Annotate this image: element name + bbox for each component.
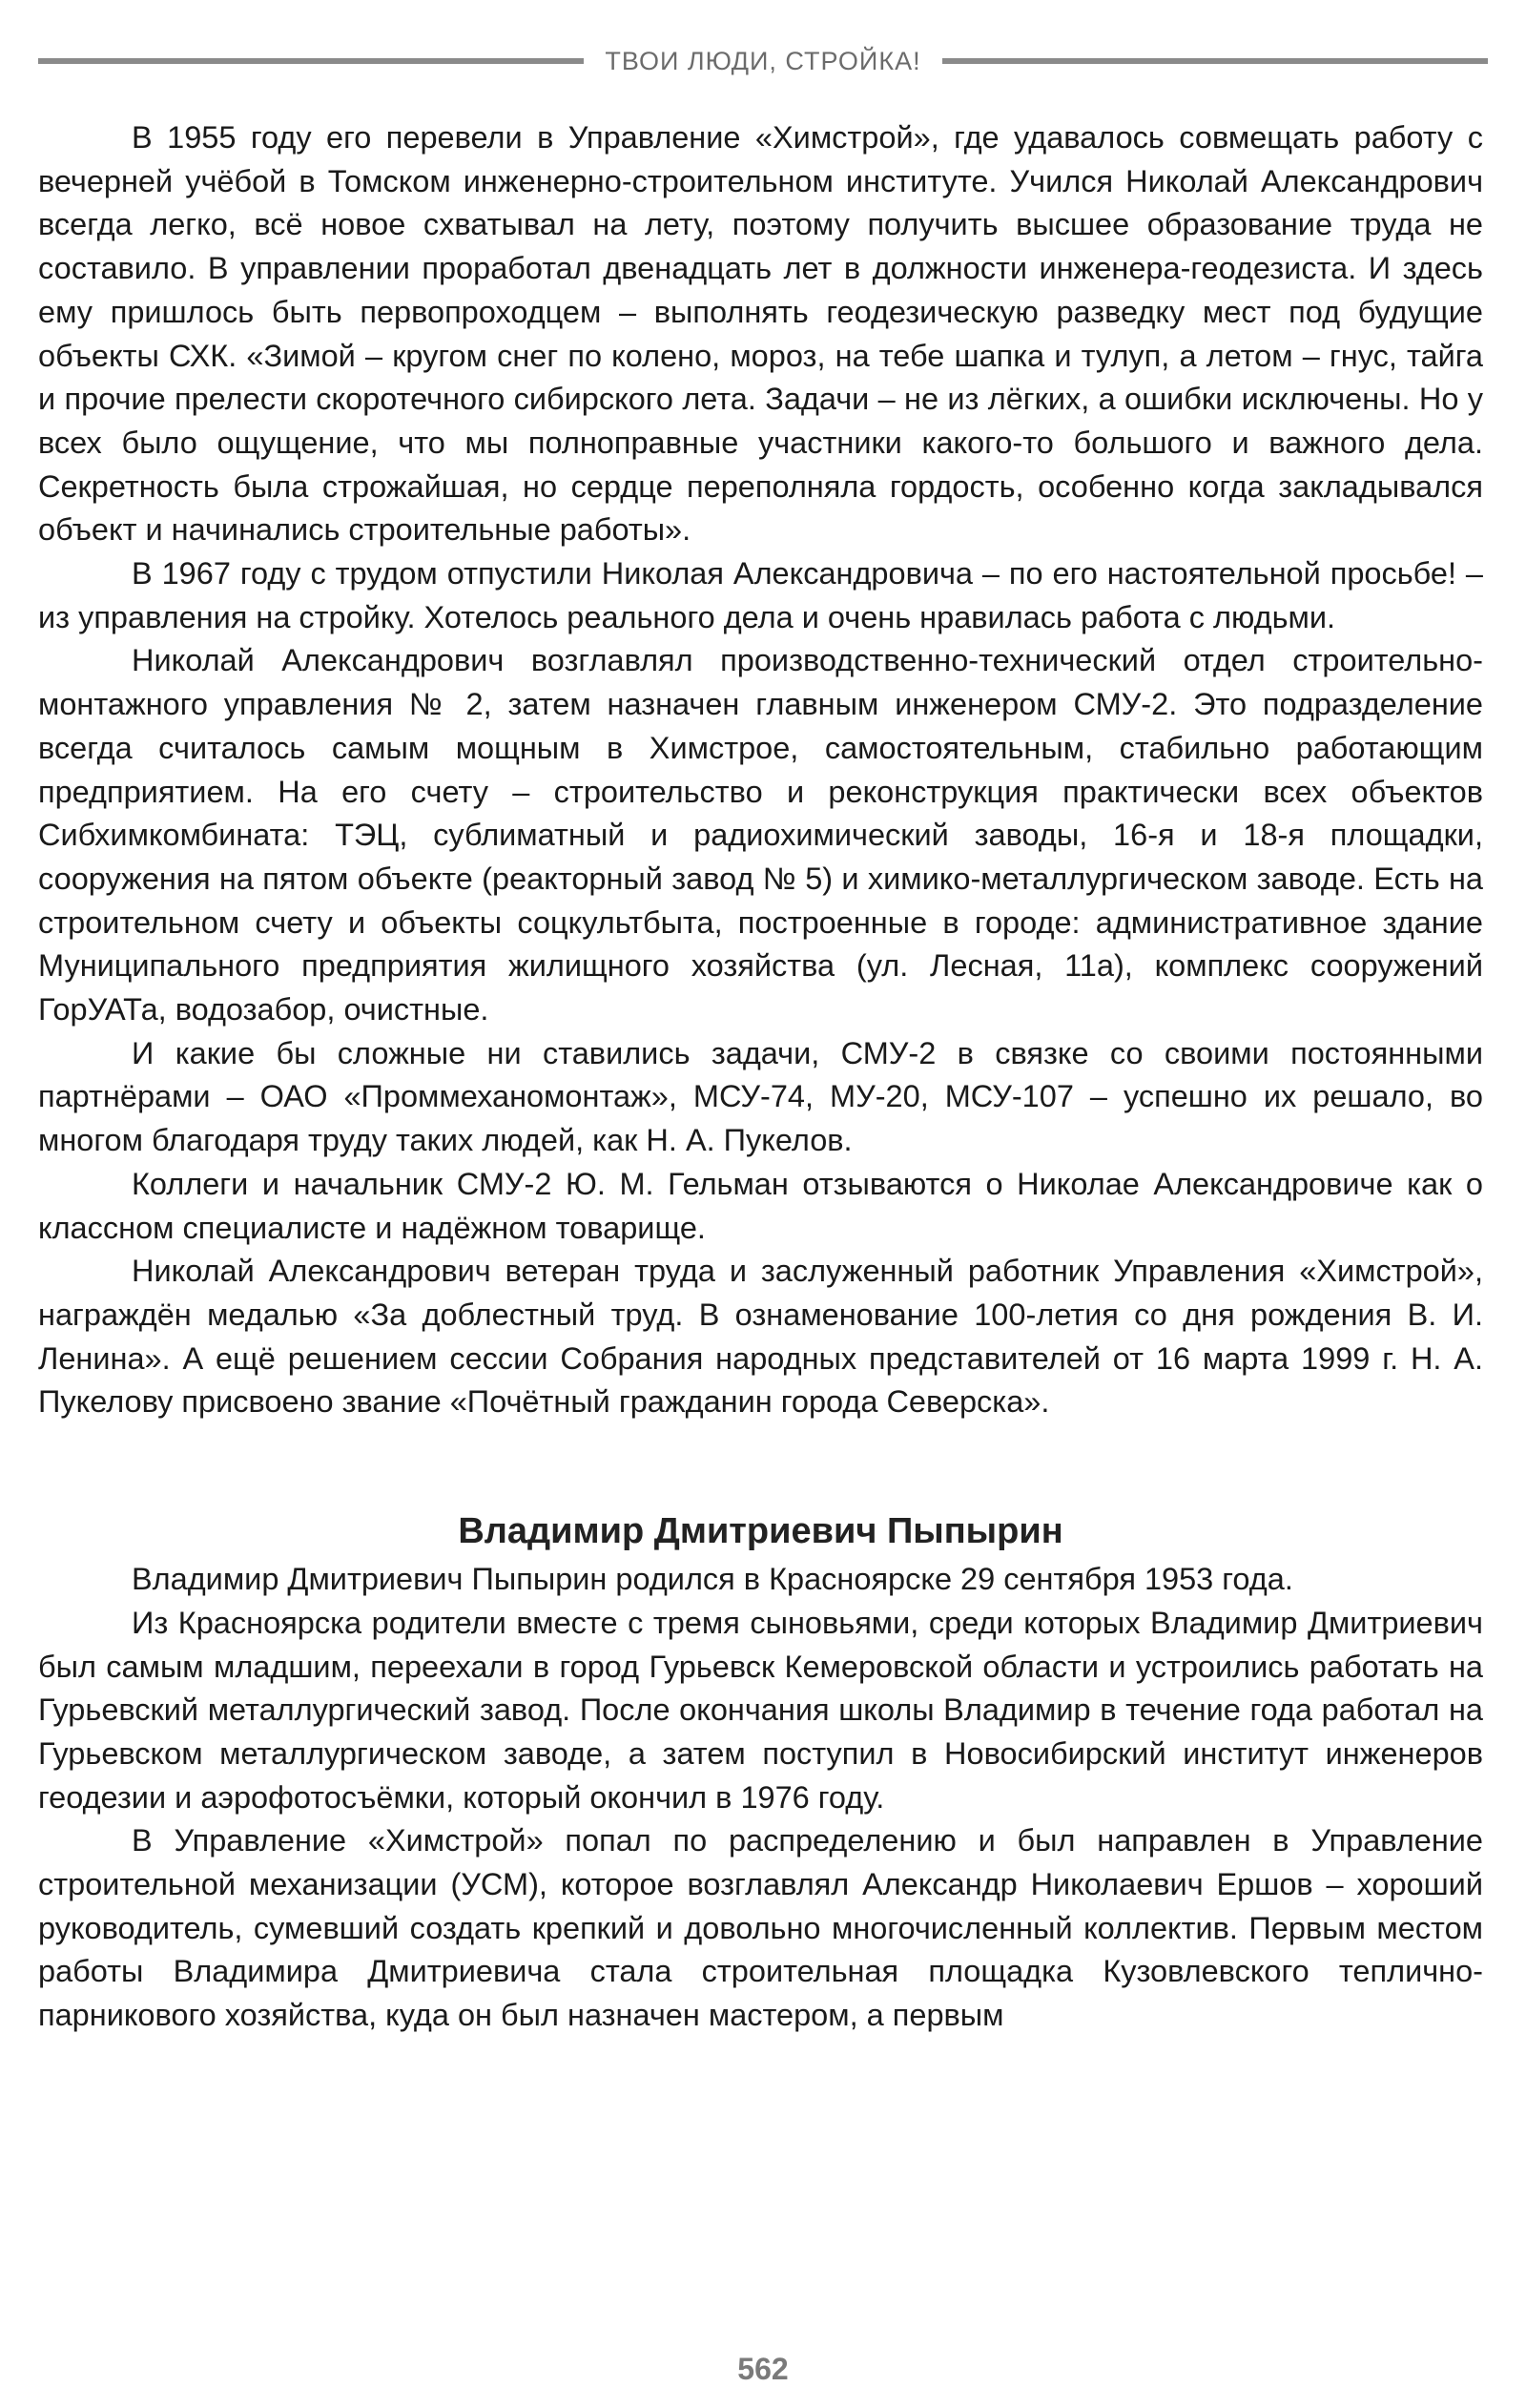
page-number: 562	[737, 2352, 789, 2386]
section-title: Владимир Дмитриевич Пыпырин	[458, 1511, 1063, 1552]
paragraph: Коллеги и начальник СМУ-2 Ю. М. Гельман отзываются о Николае Александровиче как о классном специалисте и надёжном товарище.	[38, 1166, 1483, 1245]
header-rule-left	[38, 58, 584, 64]
paragraph: Николай Александрович возглавлял производственно-технический отдел строительно-монтажного управления № 2, затем назначен главным инженером СМУ-2. Это подразделение всегда считалось самым мощным в Химстрое, самостоятельным, стабильно работающим предприятием. На его счету – строительство и реконструкция практически всех объектов Сибхимкомбината: ТЭЦ, сублиматный и радиохимический заводы, 16-я и 18-я площадки, сооружения на пятом объекте (реакторный завод № 5) и химико-металлургическом заводе. Есть на строительном счету и объекты соцкультбыта, построенные в городе: административное здание Муниципального предприятия жилищного хозяйства (ул. Лесная, 11а), комплекс сооружений ГорУАТа, водозабор, очистные.	[38, 643, 1483, 1028]
running-header	[38, 42, 1488, 80]
paragraph: Владимир Дмитриевич Пыпырин родился в Красноярске 29 сентября 1953 года.	[132, 1562, 1293, 1597]
paragraph: В 1967 году с трудом отпустили Николая Александровича – по его настоятельной просьбе! – из управления на стройку. Хотелось реального дела и очень нравилась работа с людьми.	[38, 556, 1483, 634]
paragraph: Николай Александрович ветеран труда и заслуженный работник Управления «Химстрой», награждён медалью «За доблестный труд. В ознаменование 100-летия со дня рождения В. И. Ленина». А ещё решением сессии Собрания народных представителей от 16 марта 1999 г. Н. А. Пукелову присвоено звание «Почётный гражданин города Северска».	[38, 1254, 1483, 1420]
paragraph: Из Красноярска родители вместе с тремя сыновьями, среди которых Владимир Дмитриевич был самым младшим, переехали в город Гурьевск Кемеровской области и устроились работать на Гурьевский металлургический завод. После окончания школы Владимир в течение года работал на Гурьевском металлургическом заводе, а затем поступил в Новосибирский институт инженеров геодезии и аэрофотосъёмки, который окончил в 1976 году.	[38, 1605, 1483, 1815]
paragraph: В 1955 году его перевели в Управление «Химстрой», где удавалось совмещать работу с вечерней учёбой в Томском инженерно-строительном институте. Учился Николай Александрович всегда легко, всё новое схватывал на лету, поэтому получить высшее образование труда не составило. В управлении проработал двенадцать лет в должности инженера-геодезиста. И здесь ему пришлось быть первопроходцем – выполнять геодезическую разведку мест под будущие объекты СХК. «Зимой – кругом снег по колено, мороз, на тебе шапка и тулуп, а летом – гнус, тайга и прочие прелести скоротечного сибирского лета. Задачи – не из лёгких, а ошибки исключены. Но у всех было ощущение, что мы полноправные участники какого-то большого и важного дела. Секретность была строжайшая, но сердце переполняла гордость, особенно когда закладывался объект и начинались строительные работы».	[38, 120, 1483, 548]
header-title: ТВОИ ЛЮДИ, СТРОЙКА!	[605, 46, 921, 75]
paragraph: И какие бы сложные ни ставились задачи, СМУ-2 в связке со своими постоянными партнёрами – ОАО «Проммеханомонтаж», МСУ-74, МУ-20, МСУ-107 – успешно их решало, во многом благодаря труду таких людей, как Н. А. Пукелов.	[38, 1035, 1483, 1158]
page-content	[38, 116, 1483, 2038]
paragraph: В Управление «Химстрой» попал по распределению и был направлен в Управление строительной механизации (УСМ), которое возглавлял Александр Николаевич Ершов – хороший руководитель, сумевший создать крепкий и довольно многочисленный коллектив. Первым местом работы Владимира Дмитриевича стала строительная площадка Кузовлевского теплично-парникового хозяйства, куда он был назначен мастером, а первым	[38, 1823, 1483, 2033]
header-rule-right	[942, 58, 1488, 64]
